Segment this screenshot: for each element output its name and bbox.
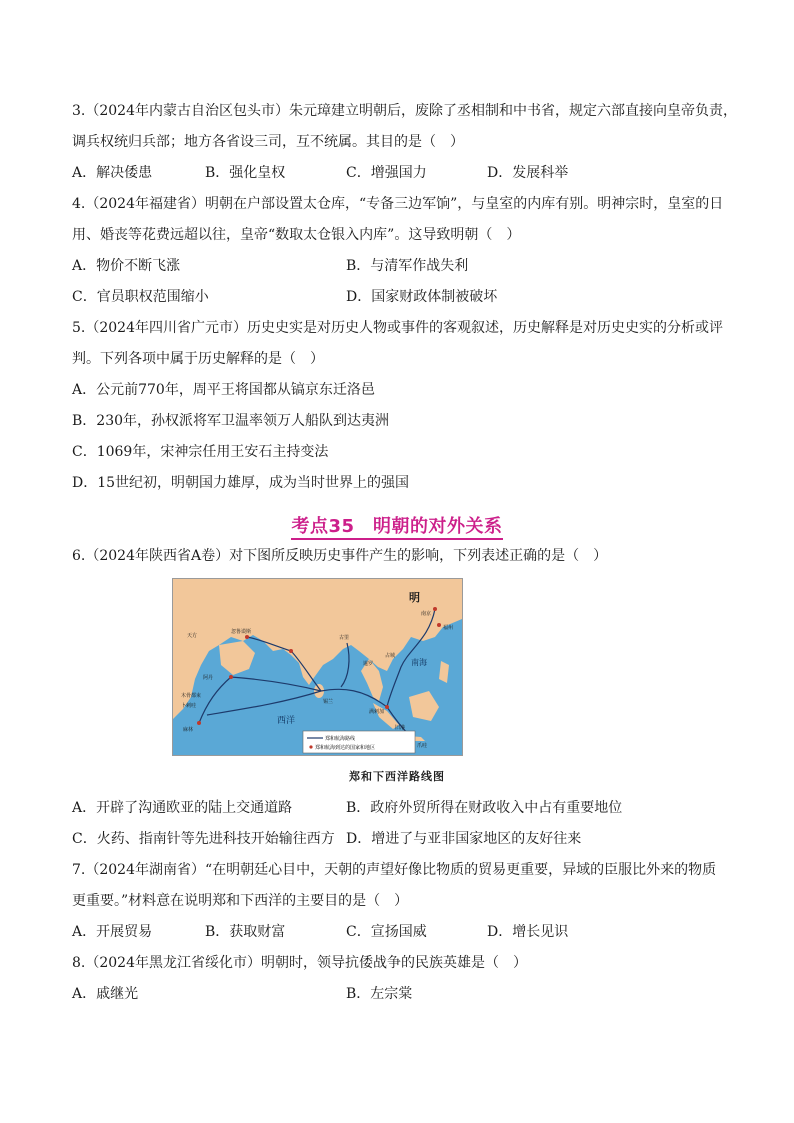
question-4-option-c[interactable]: C．官员职权范围缩小 [72, 289, 209, 305]
label-fuzhou: 福州 [443, 625, 454, 631]
question-7-option-d[interactable]: D．增长见识 [487, 924, 569, 940]
legend-route-text: 郑和航海路线 [325, 736, 356, 742]
question-6-line-1: 6.（2024年陕西省A卷）对下图所反映历史事件产生的影响，下列表述正确的是（ ） [72, 548, 608, 564]
question-7-line-2: 更重要。”材料意在说明郑和下西洋的主要目的是（ ） [72, 893, 409, 909]
hormuz-marker [245, 635, 249, 639]
question-3-option-a[interactable]: A．解决倭患 [72, 165, 153, 181]
question-5-option-a[interactable]: A．公元前770年，周平王将国都从镐京东迁洛邑 [72, 382, 375, 398]
question-3-line-2: 调兵权统归兵部；地方各省设三司，互不统属。其目的是（ ） [72, 134, 464, 150]
question-8-line-1: 8.（2024年黑龙江省绥化市）明朝时，领导抗倭战争的民族英雄是（ ） [72, 955, 527, 971]
zheng-he-voyage-map [172, 578, 463, 756]
question-4-option-d[interactable]: D．国家财政体制被破坏 [346, 289, 498, 305]
question-6-option-b[interactable]: B．政府外贸所得在财政收入中占有重要地位 [346, 800, 623, 816]
label-palembang: 旧港 [395, 725, 406, 731]
question-3-line-1: 3.（2024年内蒙古自治区包头市）朱元璋建立明朝后，废除了丞相制和中书省，规定六部直接向皇帝负责， [72, 103, 737, 119]
nanjing-marker [433, 607, 437, 611]
label-brava: 卜剌哇 [181, 703, 197, 709]
label-ming: 明 [409, 591, 420, 604]
label-malindi: 麻林 [183, 727, 194, 733]
label-mogadishu: 木骨都束 [181, 693, 202, 699]
question-8-option-b[interactable]: B．左宗棠 [346, 986, 413, 1002]
question-6-option-c[interactable]: C．火药、指南针等先进科技开始输往西方 [72, 831, 335, 847]
label-hormuz-area: 古里 [339, 635, 350, 641]
question-4-line-2: 用、婚丧等花费远超以往，皇帝“数取太仓银入内库”。这导致明朝（ ） [72, 227, 521, 243]
question-7-option-b[interactable]: B．获取财富 [205, 924, 286, 940]
label-mecca: 天方 [187, 633, 198, 639]
label-ceylon: 锡兰 [323, 699, 334, 705]
question-8-option-a[interactable]: A．戚继光 [72, 986, 139, 1002]
question-4-option-a[interactable]: A．物价不断飞涨 [72, 258, 181, 274]
label-siam: 暹罗 [363, 661, 374, 667]
label-west-ocean: 西洋 [277, 716, 296, 726]
legend-place-text: 郑和航海到达的国家和地区 [315, 745, 376, 751]
label-malacca: 满剌加 [369, 709, 385, 715]
map-legend [303, 731, 415, 753]
aden-marker [229, 675, 233, 679]
question-5-option-c[interactable]: C．1069年，宋神宗任用王安石主持变法 [72, 444, 329, 460]
question-6-option-a[interactable]: A．开辟了沟通欧亚的陆上交通道路 [72, 800, 293, 816]
label-java: 爪哇 [417, 743, 428, 749]
question-5-line-2: 判。下列各项中属于历史解释的是（ ） [72, 351, 324, 367]
question-4-option-b[interactable]: B．与清军作战失利 [346, 258, 469, 274]
question-6-option-d[interactable]: D．增进了与亚非国家地区的友好往来 [346, 831, 582, 847]
question-5-option-b[interactable]: B．230年，孙权派将军卫温率领万人船队到达夷洲 [72, 413, 390, 429]
question-7-option-a[interactable]: A．开展贸易 [72, 924, 153, 940]
section-heading-text: 考点35 明朝的对外关系 [291, 516, 502, 540]
question-3-option-b[interactable]: B．强化皇权 [205, 165, 286, 181]
question-7-line-1: 7.（2024年湖南省）“在明朝廷心目中，天朝的声望好像比物质的贸易更重要，异域的臣服比外来的物质 [72, 862, 717, 878]
label-nanjing: 南京 [421, 611, 432, 617]
label-hormuz: 忽鲁谟斯 [231, 629, 252, 635]
question-3-option-c[interactable]: C．增强国力 [346, 165, 427, 181]
malacca-marker [385, 705, 389, 709]
legend-dot [309, 745, 312, 748]
label-south-sea: 南海 [411, 658, 427, 667]
fuzhou-marker [437, 623, 441, 627]
question-4-line-1: 4.（2024年福建省）明朝在户部设置太仓库，“专备三边军饷”，与皇室的内库有别。明神宗时，皇室的日 [72, 196, 724, 212]
label-aden: 阿丹 [203, 675, 214, 681]
map-svg [173, 579, 462, 755]
question-5-option-d[interactable]: D．15世纪初，明朝国力雄厚，成为当时世界上的强国 [72, 475, 410, 491]
label-champa: 占城 [385, 653, 396, 659]
section-heading [0, 512, 794, 538]
map-caption: 郑和下西洋路线图 [349, 770, 445, 783]
calicut-marker [289, 649, 293, 653]
question-5-line-1: 5.（2024年四川省广元市）历史史实是对历史人物或事件的客观叙述，历史解释是对历史史实的分析或评 [72, 320, 723, 336]
question-7-option-c[interactable]: C．宣扬国威 [346, 924, 427, 940]
question-3-option-d[interactable]: D．发展科举 [487, 165, 569, 181]
malindi-marker [197, 721, 201, 725]
